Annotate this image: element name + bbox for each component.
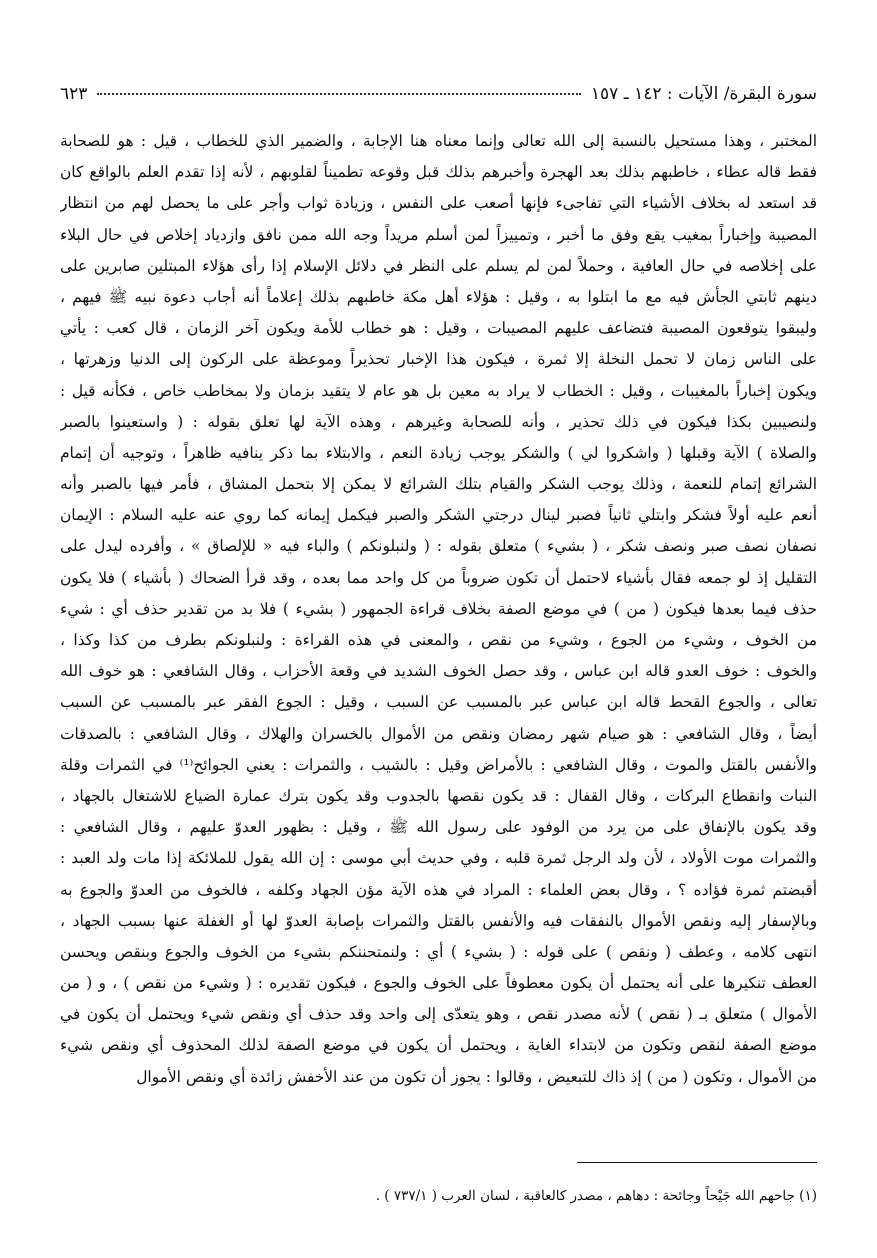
text-line: تعالى ، والجوع القحط قاله ابن عباس عبر بالمسبب عن السبب ، وقيل : الجوع الفقر عبر بالمسبب عن السبب — [60, 693, 817, 712]
text-line: دينهم ثابتي الجأش فيه مع ما ابتلوا به ، وقيل : هؤلاء أهل مكة خاطبهم بذلك إعلاماً أنه أجاب دعوة نبيه ﷺ فيهم ، — [60, 287, 817, 306]
text-line: أنعم عليه أولاً فشكر وابتلي ثانياً فصبر لينال درجتي الشكر والصبر فيكمل إيمانه كما روي عنه عليه السلام : الإيمان — [60, 506, 817, 525]
body-text — [60, 126, 817, 1093]
text-line: على الناس زمان لا تحمل النخلة إلا ثمرة ، فيكون هذا الإخبار تحذيراً وموعظة على الركون إلى الدنيا وزهرتها ، — [60, 350, 817, 369]
text-line: وليبقوا يتوقعون المصيبة فتضاعف عليهم المصيبات ، وقيل : هو خطاب للأمة ويكون آخر الزمان ، قال كعب : يأتي — [60, 319, 817, 338]
running-header — [60, 84, 817, 110]
text-line: والأنفس بالقتل والموت ، وقال الشافعي : بالأمراض وقيل : بالشيب ، والثمرات : يعني الجوائح⁽¹⁾ في الثمرات وقلة — [60, 755, 817, 774]
text-line: ويكون إخباراً بالمغيبات ، وقيل : الخطاب لا يراد به معين بل هو عام لا يتقيد بزمان ولا بمخاطب خاص ، فكأنه قيل : — [60, 381, 817, 400]
text-line: قد استعد له بخلاف الأشياء التي تفاجىء فإنها أصعب على النفس ، وزيادة ثواب وأجر على ما يحصل لهم من انتظار — [60, 194, 817, 213]
footnote: (١) جاحهم الله جَيْحاً وجائحة : دهاهم ، مصدر كالعاقبة ، لسان العرب ( ٧٣٧/١ ) . — [375, 1188, 817, 1204]
text-line: حذف فيما بعدها فيكون ( من ) في موضع الصفة بخلاف قراءة الجمهور ( بشيء ) فلا بد من تقدير حذف أي : شيء — [60, 599, 817, 618]
text-line: فقط قاله عطاء ، خاطبهم بذلك بعد الهجرة وأخبرهم بذلك قبل وقوعه تطميناً لقلوبهم ، لأنه إذا تقدم العلم بالواقع كان — [60, 163, 817, 182]
text-line: الشرائع إتمام للنعمة ، وذلك يوجب الشكر والقيام بتلك الشرائع لا يمكن إلا بتحمل المشاق ، فأمر فيها بالصبر وأنه — [60, 475, 817, 494]
text-line: التقليل إذ لو جمعه فقال بأشياء لاحتمل أن تكون ضروباً من كل واحد مما بعده ، وقد قرأ الضحاك ( بأشياء ) فلا يكون — [60, 568, 817, 587]
text-line: الأموال ) متعلق بـ ( نقص ) لأنه مصدر نقص ، وهو يتعدّى إلى واحد وقد حذف أي ونقص شيء ويحتمل أن يكون في — [60, 1005, 817, 1024]
text-line: نصفان نصف صبر ونصف شكر ، ( بشيء ) متعلق بقوله : ( ولنبلونكم ) والباء فيه « للإلصاق » ، وأفرده ليدل على — [60, 537, 817, 556]
text-line: انتهى كلامه ، وعطف ( ونقص ) على قوله : ( بشيء ) أي : ولنمتحننكم بشيء من الخوف والجوع وبنقص ويحسن — [60, 942, 817, 961]
text-line: والثمرات موت الأولاد ، لأن ولد الرجل ثمرة قلبه ، وفي حديث أبي موسى : إن الله يقول للملائكة إذا مات ولد العبد : — [60, 849, 817, 868]
footnote-divider — [577, 1162, 817, 1163]
header-title: سورة البقرة/ الآيات : ١٤٢ ـ ١٥٧ — [590, 84, 817, 104]
text-line: وقد يكون بالإنفاق على من يرد من الوفود على رسول الله ﷺ ، وقيل : بظهور العدوّ عليهم ، وقال الشافعي : — [60, 818, 817, 837]
text-line: على إخلاصه في حال العافية ، وحملاً لمن لم يسلم على النظر في دلائل الإسلام إذا رأى هؤلاء المبتلين صابرين على — [60, 256, 817, 275]
text-line: من الأموال ، وتكون ( من ) إذ ذاك للتبعيض ، وقالوا : يجوز أن تكون من عند الأخفش زائدة أي ونقص الأموال — [136, 1067, 817, 1086]
header-leader-dots — [97, 93, 581, 95]
text-line: من الخوف ، وشيء من الجوع ، وشيء من نقص ، والمعنى في هذه القراءة : ولنبلونكم بطرف من كذا وكذا ، — [60, 631, 817, 649]
book-page — [60, 84, 817, 1224]
text-line: المصيبة وإخباراً بمغيب يقع وفق ما أخبر ، وتمييزاً لمن أسلم مريداً وجه الله ممن نافق وازدياد إخلاص في حال البلاء — [60, 225, 817, 244]
page-number: ٦٢٣ — [60, 84, 88, 104]
text-line: والخوف : خوف العدو قاله ابن عباس ، وقد حصل الخوف الشديد في وقعة الأحزاب ، وقال الشافعي : هو خوف الله — [60, 662, 817, 681]
text-line: النبات وانقطاع البركات ، وقال القفال : قد يكون نقصها بالجدوب وقد يكون بترك عمارة الضياع للاشتغال بالجهاد ، — [60, 786, 817, 805]
text-line: المختبر ، وهذا مستحيل بالنسبة إلى الله تعالى وإنما معناه هنا الإجابة ، والضمير الذي للخطاب ، قيل : هو للصحابة — [60, 132, 817, 150]
text-line: وبالإسفار إليه ونقص الأموال بالنفقات فيه والأنفس بالقتل والثمرات بإصابة العدوّ لها أو الغفلة عنها بسبب الجهاد ، — [60, 911, 817, 930]
text-line: أقبضتم ثمرة فؤاده ؟ ، وقال بعض العلماء : المراد في هذه الآية مؤن الجهاد وكلفه ، فالخوف من العدوّ والجوع به — [60, 880, 817, 899]
text-line: موضع الصفة لنقص وتكون من لابتداء الغاية ، ويحتمل أن يكون في موضع الصفة لذلك المحذوف أي ونقص شيء — [60, 1036, 817, 1055]
text-line: والصلاة ) الآية وقبلها ( واشكروا لي ) والشكر يوجب زيادة النعم ، والابتلاء بما ذكر ينافيه ظاهراً ، وتوجيه أن إتمام — [60, 443, 817, 462]
text-line: أيضاً ، وقال الشافعي : هو صيام شهر رمضان ونقص من الأموال بالخسران والهلاك ، وقال الشافعي : بالصدقات — [60, 724, 817, 743]
text-line: العطف تنكيرها على أنه يحتمل أن يكون معطوفاً على الخوف والجوع ، فيكون تقديره : ( وشيء من نقص ) ، و ( من — [60, 974, 817, 993]
text-line: ولنصيبين بكذا فيكون في ذلك تحذير ، وأنه للصحابة وغيرهم ، وهذه الآية لها تعلق بقوله : ( واستعينوا بالصبر — [60, 412, 817, 431]
